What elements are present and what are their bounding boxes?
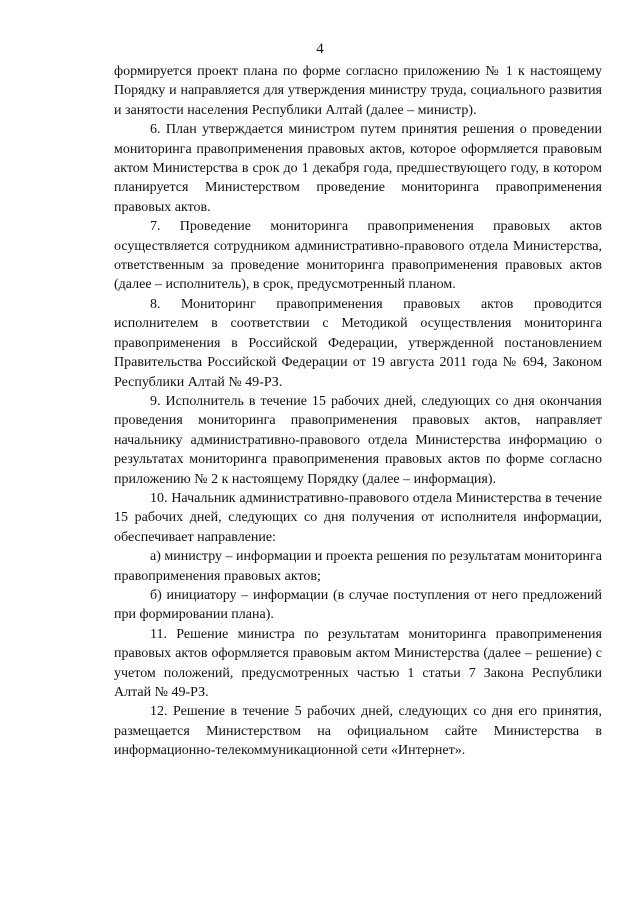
paragraph-11: 11. Решение министра по результатам мониторинга правоприменения правовых актов оформляется правовым актом Министерства (далее – решение) с учетом положений, предусмотренных частью 1 статьи 7 Закона Республики Алтай № 49-РЗ. — [114, 626, 602, 700]
paragraph-10a: а) министру – информации и проекта решения по результатам мониторинга правоприменения правовых актов; — [114, 549, 603, 584]
paragraph-8: 8. Мониторинг правоприменения правовых актов проводится исполнителем в соответствии с Методикой осуществления мониторинга правоприменения в Российской Федерации, утвержденной постановлением Правительства Российской Федерации от 19 августа 2011 года № 694, Законом Республики Алтай № 49-РЗ. — [114, 296, 602, 390]
paragraph-9: 9. Исполнитель в течение 15 рабочих дней, следующих со дня окончания проведения мониторинга правоприменения правовых актов, направляет начальнику административно-правового отдела Министерства информацию о результатах мониторинга правоприменения правовых актов по форме согласно приложению № 2 к настоящему Порядку (далее – информация). — [114, 393, 602, 487]
paragraph-7: 7. Проведение мониторинга правоприменения правовых актов осуществляется сотрудником административно-правового отдела Министерства, ответственным за проведение мониторинга правоприменения правовых актов (далее – исполнитель), в срок, предусмотренный планом. — [114, 219, 602, 293]
paragraph-10b: б) инициатору – информации (в случае поступления от него предложений при формировании плана). — [114, 587, 602, 623]
paragraph-12: 12. Решение в течение 5 рабочих дней, следующих со дня его принятия, размещается Министерством на официальном сайте Министерства в информационно-телекоммуникационной сети «Интернет». — [114, 704, 602, 759]
page-number: 4 — [316, 41, 324, 57]
paragraph-continuation: формируется проект плана по форме согласно приложению № 1 к настоящему Порядку и направляется для утверждения министру труда, социального развития и занятости населения Республики Алтай (далее – министр). — [114, 64, 602, 118]
paragraph-6: 6. План утверждается министром путем принятия решения о проведении мониторинга правоприменения правовых актов, которое оформляется правовым актом Министерства в срок до 1 декабря года, предшествующего году, в котором планируется Министерством проведение мониторинга правоприменения правовых актов. — [114, 122, 602, 215]
document-body — [114, 62, 602, 761]
paragraph-10: 10. Начальник административно-правового отдела Министерства в течение 15 рабочих дней, следующих со дня получения от исполнителя информации, обеспечивает направление: — [114, 490, 602, 545]
